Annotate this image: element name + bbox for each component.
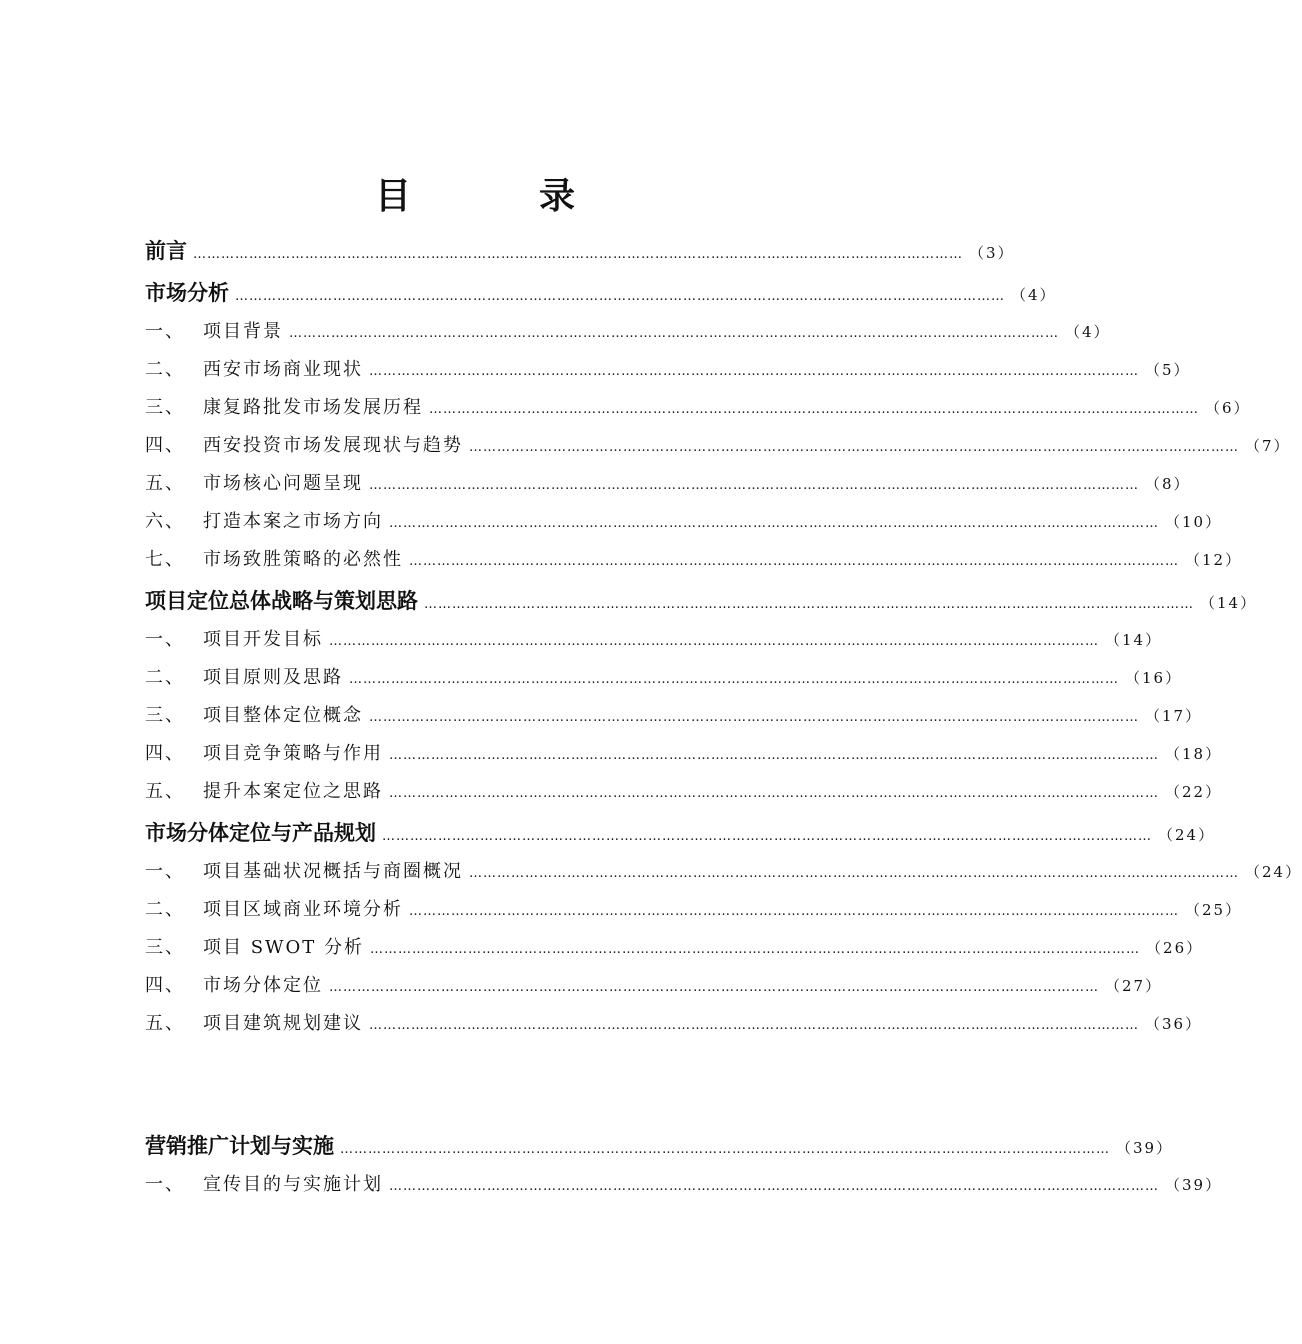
toc-entry-number: 七、 bbox=[145, 549, 185, 570]
toc-entry-label: 康复路批发市场发展历程 bbox=[203, 397, 423, 418]
toc-entry-label: 提升本案定位之思路 bbox=[203, 781, 383, 802]
toc-entry-number: 三、 bbox=[145, 705, 185, 726]
toc-entry[interactable] bbox=[145, 431, 1291, 461]
toc-entry-title bbox=[145, 663, 343, 689]
toc-entry-title bbox=[145, 777, 383, 803]
toc-dot-leader: ………………………………………………………………………………………………………………………………………………… bbox=[370, 942, 1141, 957]
toc-page-number: （26） bbox=[1146, 939, 1204, 957]
toc-dot-leader: ………………………………………………………………………………………………………………………………………………… bbox=[289, 326, 1059, 341]
toc-page-number: （4） bbox=[1011, 286, 1057, 304]
toc-entry-title bbox=[145, 1170, 383, 1196]
toc-page-number: （27） bbox=[1105, 977, 1163, 995]
toc-entry-number: 五、 bbox=[145, 1013, 185, 1034]
toc-entry-number: 三、 bbox=[145, 937, 185, 958]
toc-dot-leader: ………………………………………………………………………………………………………………………………………………… bbox=[382, 829, 1152, 844]
toc-entry-title bbox=[145, 317, 283, 343]
toc-entry-title bbox=[145, 235, 187, 265]
toc-page-number: （8） bbox=[1145, 475, 1191, 493]
toc-entry[interactable] bbox=[145, 1170, 1223, 1200]
toc-entry-number: 二、 bbox=[145, 667, 185, 688]
toc-page-number: （25） bbox=[1185, 901, 1243, 919]
toc-dot-leader: ………………………………………………………………………………………………………………………………………………… bbox=[369, 478, 1139, 493]
toc-entry-number: 一、 bbox=[145, 321, 185, 342]
toc-entry-number: 四、 bbox=[145, 975, 185, 996]
toc-entry-number: 一、 bbox=[145, 1174, 185, 1195]
toc-dot-leader: ………………………………………………………………………………………………………………………………………………… bbox=[389, 748, 1159, 763]
toc-entry-title bbox=[145, 739, 383, 765]
toc-page-number: （24） bbox=[1158, 826, 1216, 844]
toc-entry-label: 市场分体定位与产品规划 bbox=[145, 821, 376, 845]
toc-entry-number: 一、 bbox=[145, 861, 185, 882]
toc-dot-leader: ………………………………………………………………………………………………………………………………………………… bbox=[369, 710, 1139, 725]
toc-section-heading[interactable] bbox=[145, 585, 1258, 615]
toc-entry-title bbox=[145, 933, 364, 959]
toc-entry-title bbox=[145, 507, 383, 533]
toc-dot-leader: ………………………………………………………………………………………………………………………………………………… bbox=[329, 634, 1099, 649]
toc-entry[interactable] bbox=[145, 545, 1243, 575]
toc-entry-title bbox=[145, 585, 418, 615]
toc-dot-leader: ………………………………………………………………………………………………………………………………………………… bbox=[429, 402, 1199, 417]
toc-page-number: （39） bbox=[1165, 1176, 1223, 1194]
toc-dot-leader: ………………………………………………………………………………………………………………………………………………… bbox=[349, 672, 1119, 687]
toc-entry-number: 四、 bbox=[145, 435, 185, 456]
toc-page-number: （3） bbox=[969, 244, 1015, 262]
toc-dot-leader: ………………………………………………………………………………………………………………………………………………… bbox=[369, 364, 1139, 379]
toc-page-number: （5） bbox=[1145, 361, 1191, 379]
toc-page-number: （6） bbox=[1205, 399, 1251, 417]
toc-entry-title bbox=[145, 625, 323, 651]
toc-page-number: （10） bbox=[1165, 513, 1223, 531]
toc-entry[interactable] bbox=[145, 317, 1111, 347]
toc-dot-leader: ………………………………………………………………………………………………………………………………………………… bbox=[409, 554, 1179, 569]
page-title: 目 录 bbox=[374, 176, 621, 217]
toc-entry-label: 项目建筑规划建议 bbox=[203, 1013, 363, 1034]
toc-dot-leader: ………………………………………………………………………………………………………………………………………………… bbox=[193, 247, 963, 262]
toc-entry[interactable] bbox=[145, 895, 1243, 925]
toc-entry[interactable] bbox=[145, 933, 1204, 963]
toc-entry-title bbox=[145, 817, 376, 847]
toc-section-heading[interactable] bbox=[145, 817, 1216, 847]
toc-entry[interactable] bbox=[145, 971, 1163, 1001]
toc-page-number: （18） bbox=[1165, 745, 1223, 763]
toc-page-number: （14） bbox=[1200, 594, 1258, 612]
toc-dot-leader: ………………………………………………………………………………………………………………………………………………… bbox=[235, 289, 1005, 304]
toc-entry[interactable] bbox=[145, 393, 1251, 423]
toc-entry[interactable] bbox=[145, 663, 1183, 693]
toc-page-number: （14） bbox=[1105, 631, 1163, 649]
toc-entry[interactable] bbox=[145, 739, 1223, 769]
toc-entry-label: 市场分析 bbox=[145, 281, 229, 305]
toc-page-number: （39） bbox=[1116, 1139, 1174, 1157]
toc-page-number: （17） bbox=[1145, 707, 1203, 725]
toc-dot-leader: ………………………………………………………………………………………………………………………………………………… bbox=[469, 440, 1239, 455]
toc-entry-number: 六、 bbox=[145, 511, 185, 532]
toc-entry-label: 前言 bbox=[145, 239, 187, 263]
toc-entry-label: 市场核心问题呈现 bbox=[203, 473, 363, 494]
toc-dot-leader: ………………………………………………………………………………………………………………………………………………… bbox=[389, 1179, 1159, 1194]
toc-section-heading[interactable] bbox=[145, 1130, 1174, 1160]
toc-entry-title bbox=[145, 895, 403, 921]
toc-entry-label: 宣传目的与实施计划 bbox=[203, 1174, 383, 1195]
toc-dot-leader: ………………………………………………………………………………………………………………………………………………… bbox=[369, 1018, 1139, 1033]
toc-entry-label: 西安市场商业现状 bbox=[203, 359, 363, 380]
toc-entry[interactable] bbox=[145, 701, 1203, 731]
toc-entry[interactable] bbox=[145, 1009, 1203, 1039]
toc-page-number: （36） bbox=[1145, 1015, 1203, 1033]
toc-dot-leader: ………………………………………………………………………………………………………………………………………………… bbox=[340, 1142, 1110, 1157]
toc-entry[interactable] bbox=[145, 777, 1223, 807]
toc-entry-label: 营销推广计划与实施 bbox=[145, 1134, 334, 1158]
toc-entry-title bbox=[145, 1130, 334, 1160]
toc-entry-label: 项目区域商业环境分析 bbox=[203, 899, 403, 920]
toc-entry-label: 项目开发目标 bbox=[203, 629, 323, 650]
toc-entry[interactable] bbox=[145, 507, 1223, 537]
toc-page-number: （22） bbox=[1165, 783, 1223, 801]
toc-page-number: （7） bbox=[1245, 437, 1291, 455]
toc-dot-leader: ………………………………………………………………………………………………………………………………………………… bbox=[409, 904, 1179, 919]
toc-entry-number: 一、 bbox=[145, 629, 185, 650]
toc-entry-number: 五、 bbox=[145, 473, 185, 494]
toc-entry-number: 二、 bbox=[145, 359, 185, 380]
toc-entry-label: 项目原则及思路 bbox=[203, 667, 343, 688]
toc-page-number: （16） bbox=[1125, 669, 1183, 687]
toc-entry-number: 四、 bbox=[145, 743, 185, 764]
toc-entry-title bbox=[145, 277, 229, 307]
toc-entry-number: 三、 bbox=[145, 397, 185, 418]
toc-dot-leader: ………………………………………………………………………………………………………………………………………………… bbox=[389, 516, 1159, 531]
toc-entry-label: 打造本案之市场方向 bbox=[203, 511, 383, 532]
toc-entry-title bbox=[145, 1009, 363, 1035]
toc-page-number: （4） bbox=[1065, 323, 1111, 341]
toc-entry-label: 项目竞争策略与作用 bbox=[203, 743, 383, 764]
toc-entry-title bbox=[145, 971, 323, 997]
toc-entry-number: 五、 bbox=[145, 781, 185, 802]
toc-entry[interactable] bbox=[145, 857, 1302, 887]
toc-entry-label: 市场致胜策略的必然性 bbox=[203, 549, 403, 570]
toc-entry[interactable] bbox=[145, 469, 1191, 499]
toc-section-heading[interactable] bbox=[145, 235, 1015, 265]
toc-entry[interactable] bbox=[145, 625, 1163, 655]
toc-entry-title bbox=[145, 545, 403, 571]
toc-entry[interactable] bbox=[145, 355, 1191, 385]
toc-dot-leader: ………………………………………………………………………………………………………………………………………………… bbox=[424, 597, 1194, 612]
toc-entry-title bbox=[145, 857, 463, 883]
toc-entry-label: 项目定位总体战略与策划思路 bbox=[145, 589, 418, 613]
toc-entry-label: 市场分体定位 bbox=[203, 975, 323, 996]
toc-dot-leader: ………………………………………………………………………………………………………………………………………………… bbox=[469, 866, 1239, 881]
toc-entry-label: 项目背景 bbox=[203, 321, 283, 342]
toc-dot-leader: ………………………………………………………………………………………………………………………………………………… bbox=[329, 980, 1099, 995]
toc-entry-label: 项目整体定位概念 bbox=[203, 705, 363, 726]
toc-entry-title bbox=[145, 469, 363, 495]
toc-dot-leader: ………………………………………………………………………………………………………………………………………………… bbox=[389, 786, 1159, 801]
toc-page-number: （12） bbox=[1185, 551, 1243, 569]
toc-page-number: （24） bbox=[1245, 863, 1302, 881]
toc-section-heading[interactable] bbox=[145, 277, 1057, 307]
toc-entry-title bbox=[145, 701, 363, 727]
toc-entry-label: 西安投资市场发展现状与趋势 bbox=[203, 435, 463, 456]
toc-entry-number: 二、 bbox=[145, 899, 185, 920]
toc-entry-label: 项目 SWOT 分析 bbox=[203, 937, 365, 958]
toc-entry-title bbox=[145, 393, 423, 419]
toc-entry-title bbox=[145, 355, 363, 381]
toc-entry-label: 项目基础状况概括与商圈概况 bbox=[203, 861, 463, 882]
toc-entry-title bbox=[145, 431, 463, 457]
